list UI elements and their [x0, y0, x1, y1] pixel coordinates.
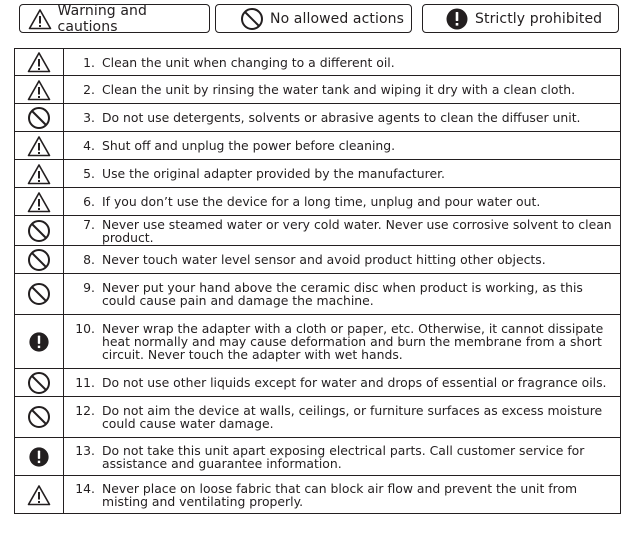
- table-row: [15, 216, 621, 246]
- legend-warning: [19, 4, 210, 33]
- item-text: Clean the unit when changing to a different oil.: [102, 54, 395, 70]
- table-row: [15, 160, 621, 188]
- table-row: [15, 274, 621, 315]
- item-text: Never put your hand above the ceramic disc when product is working, as this could cause pain and damage the machine.: [102, 280, 583, 308]
- item-number: 4.: [83, 138, 95, 153]
- item-text: If you don’t use the device for a long time, unplug and pour water out.: [102, 194, 541, 209]
- no-allowed-icon: [15, 106, 63, 130]
- no-allowed-icon: [15, 371, 63, 395]
- item-text: Never wrap the adapter with a cloth or paper, etc. Otherwise, it cannot dissipate heat normally and may cause deformation and burn the membrane from a short circuit. Never touch the adapter with wet hands.: [102, 321, 604, 362]
- warning-icon: [15, 484, 63, 506]
- item-number: 8.: [83, 252, 95, 267]
- item-text: Clean the unit by rinsing the water tank and wiping it dry with a clean cloth.: [102, 82, 576, 97]
- warning-icon: [15, 51, 63, 73]
- item-number: 6.: [83, 194, 95, 209]
- item-text: Do not use other liquids except for water and drops of essential or fragrance oils.: [102, 375, 607, 390]
- warning-icon: [15, 79, 63, 101]
- item-number: 11.: [75, 375, 95, 390]
- row-icon-cell: [15, 246, 64, 274]
- row-icon-cell: [15, 104, 64, 132]
- row-icon-cell: [15, 160, 64, 188]
- item-text: Do not take this unit apart exposing electrical parts. Call customer service for assistance and guarantee information.: [102, 442, 585, 471]
- row-icon-cell: [15, 438, 64, 476]
- item-number: 5.: [83, 166, 95, 181]
- warning-icon: [26, 6, 54, 32]
- table-row: [15, 476, 621, 514]
- item-text: Shut off and unplug the power before cleaning.: [102, 138, 396, 153]
- item-number: 12.: [75, 403, 95, 418]
- no-allowed-icon: [238, 6, 266, 32]
- row-icon-cell: [15, 49, 64, 76]
- item-text: Use the original adapter provided by the manufacturer.: [102, 166, 445, 181]
- prohibited-icon: [15, 446, 63, 468]
- row-icon-cell: [15, 397, 64, 438]
- item-text: Never touch water level sensor and avoid product hitting other objects.: [102, 252, 546, 267]
- table-row: [15, 188, 621, 216]
- item-text: Never place on loose fabric that can block air flow and prevent the unit from misting and ventilating properly.: [102, 480, 578, 509]
- item-text: Never use steamed water or very cold water. Never use corrosive solvent to clean product.: [102, 216, 612, 245]
- item-number: 10.: [75, 321, 95, 336]
- item-number: 14.: [75, 480, 95, 496]
- item-number: 1.: [83, 54, 95, 70]
- table-row: [15, 438, 621, 476]
- no-allowed-icon: [15, 405, 63, 429]
- table-row: [15, 76, 621, 104]
- table-row: [15, 315, 621, 369]
- row-icon-cell: [15, 315, 64, 369]
- warning-icon: [15, 163, 63, 185]
- item-number: 13.: [75, 442, 95, 458]
- item-text: Do not use detergents, solvents or abrasive agents to clean the diffuser unit.: [102, 110, 581, 125]
- row-icon-cell: [15, 132, 64, 160]
- prohibited-icon: [443, 6, 471, 32]
- legend-prohibited: [422, 4, 619, 33]
- row-icon-cell: [15, 476, 64, 514]
- table-row: [15, 246, 621, 274]
- no-allowed-icon: [15, 248, 63, 272]
- row-icon-cell: [15, 274, 64, 315]
- item-text: Do not aim the device at walls, ceilings, or furniture surfaces as excess moisture could cause water damage.: [102, 403, 603, 431]
- warning-icon: [15, 135, 63, 157]
- legend-warning-label: Warning and cautions: [57, 2, 147, 35]
- item-number: 9.: [83, 280, 95, 295]
- legend-no-allowed: [215, 4, 412, 33]
- item-number: 7.: [83, 216, 95, 232]
- table-row: [15, 397, 621, 438]
- warning-icon: [15, 191, 63, 213]
- table-row: [15, 49, 621, 76]
- table-row: [15, 104, 621, 132]
- legend-prohibited-label: Strictly prohibited: [475, 10, 603, 27]
- table-row: [15, 132, 621, 160]
- row-icon-cell: [15, 369, 64, 397]
- table-row: [15, 369, 621, 397]
- legend-no-allowed-label: No allowed actions: [270, 10, 405, 27]
- row-icon-cell: [15, 216, 64, 246]
- item-number: 2.: [83, 82, 95, 97]
- prohibited-icon: [15, 331, 63, 353]
- no-allowed-icon: [15, 219, 63, 243]
- item-number: 3.: [83, 110, 95, 125]
- row-icon-cell: [15, 76, 64, 104]
- no-allowed-icon: [15, 282, 63, 306]
- row-icon-cell: [15, 188, 64, 216]
- safety-table: [14, 48, 621, 514]
